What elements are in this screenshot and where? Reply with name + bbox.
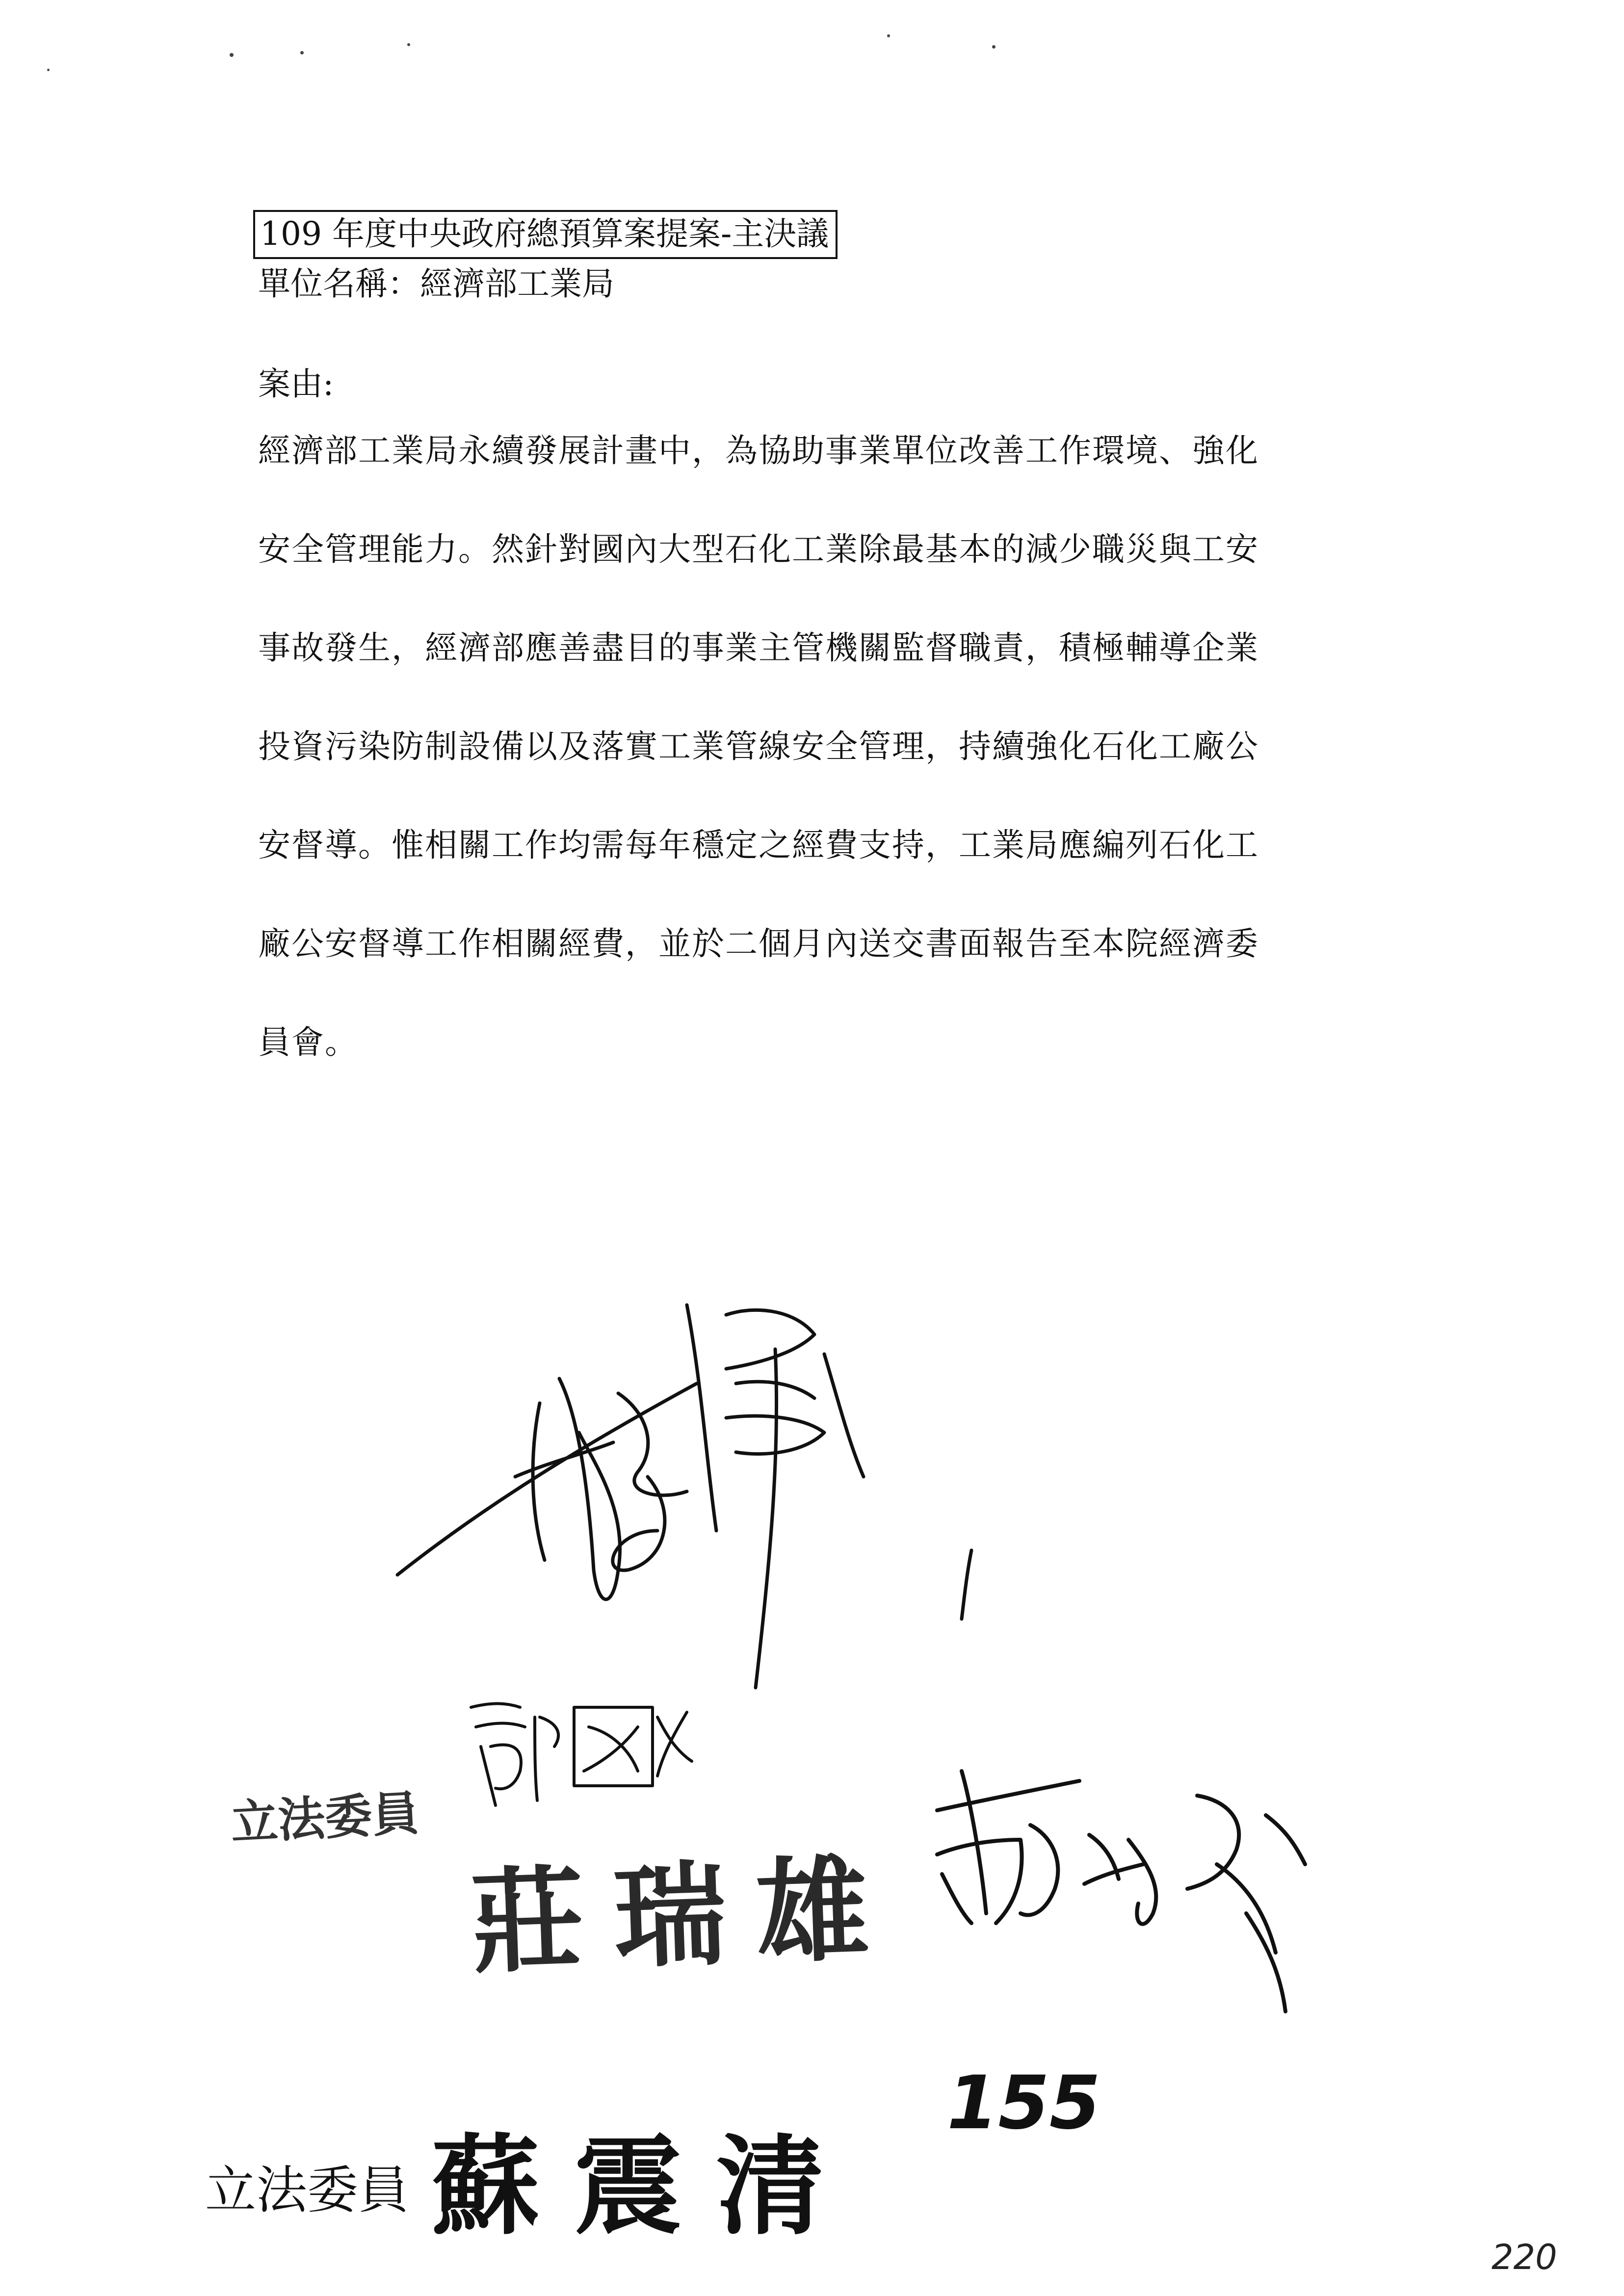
body-line: 安全管理能力。然針對國內大型石化工業除最基本的減少職災與工安 (258, 530, 1259, 568)
unit-name-line: 單位名稱：經濟部工業局 (258, 265, 614, 303)
legislator-stamp-label-1: 立法委員 (229, 1785, 421, 1851)
legislator-stamp-label-2: 立法委員 (205, 2160, 410, 2220)
page-number: 220 (1492, 2237, 1557, 2277)
body-line: 員會。 (258, 1023, 358, 1061)
handwritten-number: 155 (947, 2061, 1101, 2146)
scan-speck (47, 69, 50, 71)
body-line: 投資污染防制設備以及落實工業管線安全管理，持續強化石化工廠公 (258, 728, 1259, 765)
scan-speck (230, 53, 234, 57)
body-line: 廠公安督導工作相關經費，並於二個月內送交書面報告至本院經濟委 (258, 925, 1259, 963)
scan-speck (992, 45, 995, 49)
reason-label: 案由: (258, 365, 334, 403)
legislator-stamp-name-2: 蘇震清 (432, 2122, 859, 2249)
signature-2 (461, 1688, 697, 1817)
signature-1 (383, 1256, 1021, 1719)
scan-speck (887, 34, 890, 37)
scan-speck (300, 51, 304, 54)
body-line: 安督導。惟相關工作均需每年穩定之經費支持，工業局應編列石化工 (258, 826, 1259, 864)
scan-speck (407, 43, 410, 46)
body-line: 經濟部工業局永續發展計畫中，為協助事業單位改善工作環境、強化 (258, 432, 1259, 470)
body-line: 事故發生，經濟部應善盡目的事業主管機關監督職責，積極輔導企業 (258, 629, 1259, 667)
proposal-title: 109 年度中央政府總預算案提案-主決議 (253, 210, 838, 259)
legislator-stamp-name-1: 莊瑞雄 (469, 1842, 901, 1990)
signature-3 (922, 1766, 1325, 2023)
